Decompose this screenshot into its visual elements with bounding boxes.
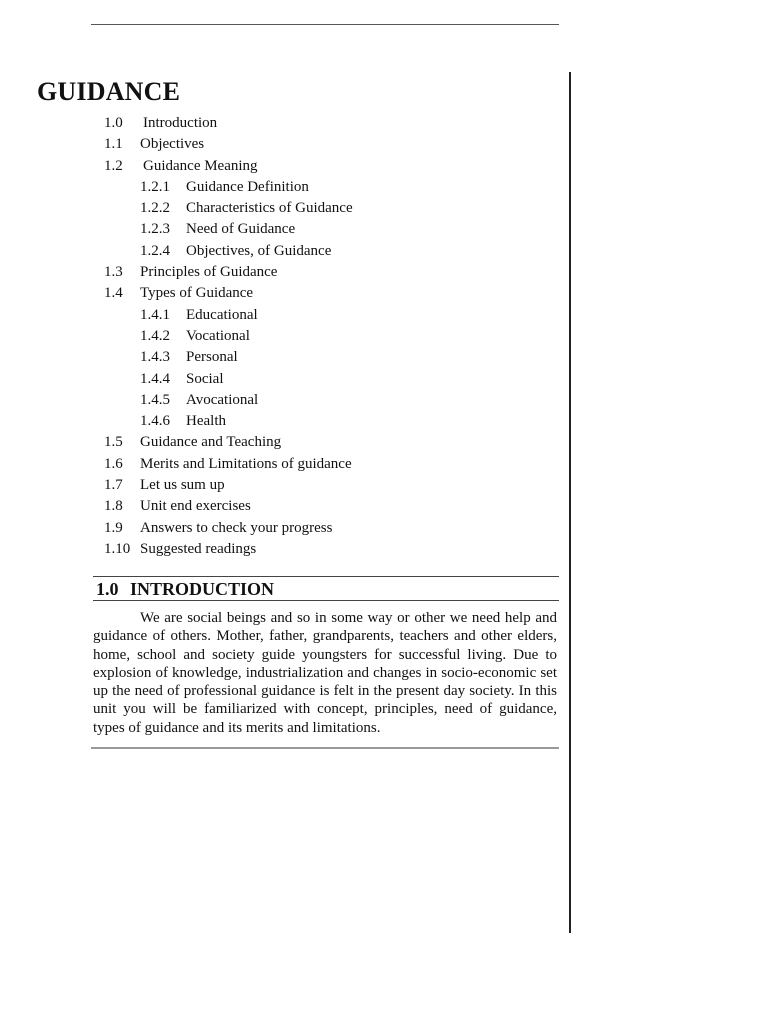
toc-item-text: Guidance and Teaching: [140, 434, 282, 451]
toc-item-number: 1.4.2: [140, 327, 170, 344]
toc-item-number: 1.3: [104, 264, 123, 281]
toc-item-number: 1.0: [104, 115, 123, 131]
toc-item-number: 1.4: [104, 285, 123, 302]
toc-item-text: Need of Guidance: [186, 221, 296, 238]
section-end-rule: [91, 747, 559, 749]
toc-item: [0, 177, 560, 198]
toc-item: [0, 518, 560, 539]
toc-item-text: Let us sum up: [140, 477, 225, 494]
toc-item: [0, 539, 560, 560]
toc-item: [0, 390, 560, 411]
toc-item: [0, 411, 560, 432]
toc-item-number: 1.4.6: [140, 413, 170, 430]
toc-item-text: Principles of Guidance: [140, 264, 278, 281]
toc-item-number: 1.1: [104, 136, 123, 153]
toc-item-number: 1.2.1: [140, 178, 170, 195]
toc-item-text: Health: [186, 413, 226, 430]
toc-item: [0, 305, 560, 326]
toc-item: [0, 198, 560, 219]
toc-item-number: 1.2: [104, 157, 123, 174]
toc-item: [0, 283, 560, 304]
toc-item: [0, 241, 560, 262]
toc-item-number: 1.4.5: [140, 391, 170, 408]
toc-item: [0, 262, 560, 283]
margin-rule: [569, 72, 571, 933]
toc-item-number: 1.9: [104, 519, 123, 536]
toc-item-number: 1.4.3: [140, 349, 170, 366]
toc-item-text: Unit end exercises: [140, 498, 251, 515]
table-of-contents: [0, 113, 560, 560]
toc-item-text: Vocational: [186, 327, 250, 344]
toc-item-text: Objectives, of Guidance: [186, 242, 332, 259]
toc-item-text: Guidance Definition: [186, 178, 309, 195]
toc-item-number: 1.6: [104, 455, 123, 472]
toc-item-number: 1.2.4: [140, 242, 170, 259]
toc-item-number: 1.10: [104, 540, 131, 557]
toc-item: [0, 475, 560, 496]
toc-item-text: Educational: [186, 306, 258, 323]
toc-item-text: Characteristics of Guidance: [186, 200, 353, 217]
toc-item-text: Objectives: [140, 136, 205, 153]
toc-item-number: 1.2.3: [140, 221, 170, 238]
toc-item-number: 1.8: [104, 498, 123, 515]
toc-item: [0, 326, 560, 347]
header-rule: [91, 24, 559, 25]
toc-item-text: Types of Guidance: [140, 285, 254, 302]
section-rule-bottom: [93, 600, 559, 601]
toc-item-text: Introduction: [143, 115, 218, 131]
toc-item: [0, 496, 560, 517]
section-number: 1.0: [96, 579, 119, 599]
toc-item-number: 1.5: [104, 434, 123, 451]
toc-item-number: 1.4.4: [140, 370, 170, 387]
toc-item: [0, 134, 560, 155]
toc-item: [0, 369, 560, 390]
toc-item-number: 1.2.2: [140, 200, 170, 217]
toc-item: [0, 347, 560, 368]
toc-item: [0, 113, 560, 134]
toc-item-text: Guidance Meaning: [143, 157, 258, 174]
toc-item-number: 1.4.1: [140, 306, 170, 323]
toc-item: [0, 156, 560, 177]
toc-item-number: 1.7: [104, 477, 123, 494]
unit-title: GUIDANCE: [37, 77, 181, 106]
section-title: INTRODUCTION: [130, 579, 275, 599]
toc-item-text: Personal: [186, 349, 238, 366]
toc-item: [0, 454, 560, 475]
toc-item-text: Merits and Limitations of guidance: [140, 455, 352, 472]
toc-item-text: Suggested readings: [140, 540, 257, 557]
toc-item-text: Social: [186, 370, 224, 387]
toc-item-text: Avocational: [186, 391, 259, 408]
toc-item-text: Answers to check your progress: [140, 519, 333, 536]
introduction-paragraph: We are social beings and so in some way or other we need help and guidance of others. Mother, father, grandparents, teachers and other elders, home, school and society guide youngsters for successful living. Due to explosion of knowledge, industrialization and changes in socio-economic set up the need of professional guidance is felt in the present day society. In this unit you will be familiarized with concept, principles, need of guidance, types of guidance and its merits and limitations.: [93, 610, 557, 736]
toc-item: [0, 432, 560, 453]
toc-item: [0, 219, 560, 240]
section-heading: [96, 577, 274, 601]
